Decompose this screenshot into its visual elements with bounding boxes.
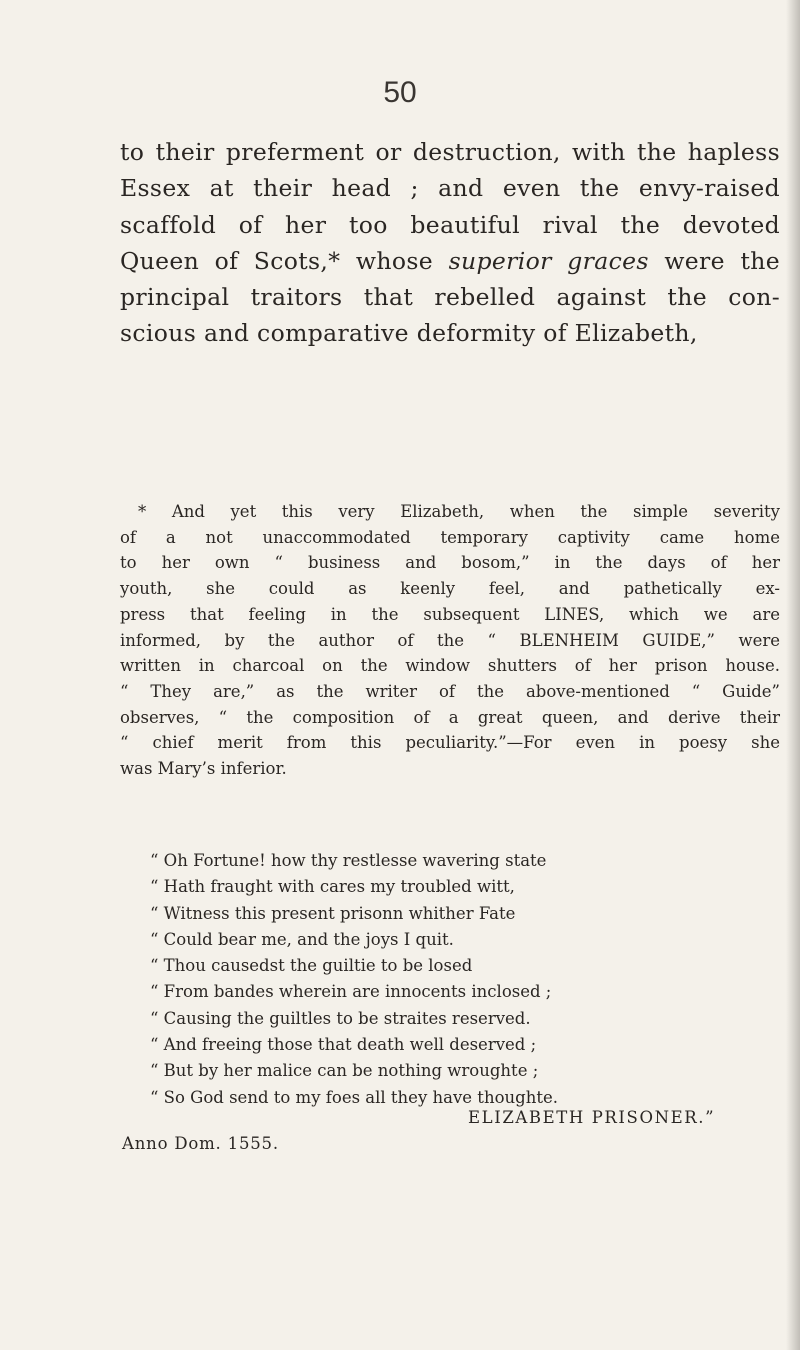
footnote-line: “ They are,” as the writer of the above-mentioned “ Guide” (120, 681, 780, 701)
body-line-segment: Queen of Scots,* whose (120, 246, 449, 275)
page-number: 50 (383, 76, 417, 109)
footnote-line: youth, she could as keenly feel, and pathetically ex- (120, 579, 780, 599)
body-line: Essex at their head ; and even the envy-raised (120, 174, 780, 203)
footnote-line: observes, “ the composition of a great queen, and derive their (120, 707, 780, 727)
footnote-line: informed, by the author of the “ BLENHEIM GUIDE,” were (120, 630, 780, 650)
footnote-line: press that feeling in the subsequent LINES, which we are (120, 604, 780, 624)
footnote-line: of a not unaccommodated temporary captivity came home (120, 527, 780, 547)
poem-line: “ Oh Fortune! how thy restlesse wavering state (150, 851, 547, 870)
poem-line: “ But by her malice can be nothing wroughte ; (150, 1061, 539, 1081)
poem-line: “ Thou causedst the guiltie to be losed (150, 956, 473, 976)
body-line (120, 243, 780, 279)
poem-line: “ Hath fraught with cares my troubled witt, (150, 877, 515, 897)
italic-phrase: superior graces (448, 246, 649, 275)
page-edge-shadow (786, 0, 800, 1350)
poem-line: “ So God send to my foes all they have thoughte. (150, 1087, 558, 1107)
poem-line: “ Could bear me, and the joys I quit. (150, 929, 454, 949)
body-line-segment: were the (648, 246, 780, 275)
body-line: to their preferment or destruction, with the hapless (120, 138, 780, 166)
footnote (120, 499, 780, 782)
body-line: scious and comparative deformity of Elizabeth, (120, 319, 698, 348)
poem-signature: ELIZABETH PRISONER.” (468, 1108, 716, 1127)
body-line: scaffold of her too beautiful rival the devoted (120, 210, 780, 239)
footnote-line: * And yet this very Elizabeth, when the simple severity (138, 502, 780, 521)
poem-line: “ And freeing those that death well deserved ; (150, 1035, 537, 1055)
footnote-line: to her own “ business and bosom,” in the days of her (120, 553, 780, 573)
poem-date: Anno Dom. 1555. (122, 1134, 279, 1153)
poem-line: “ Witness this present prisonn whither Fate (150, 903, 516, 923)
poem-line: “ Causing the guiltles to be straites reserved. (150, 1008, 531, 1028)
footnote-line: was Mary’s inferior. (120, 759, 287, 779)
footnote-line: written in charcoal on the window shutters of her prison house. (120, 656, 780, 676)
body-line: principal traitors that rebelled against the con- (120, 283, 780, 312)
body-paragraph (120, 134, 780, 352)
footnote-line: “ chief merit from this peculiarity.”—For even in poesy she (120, 733, 780, 753)
poem-line: “ From bandes wherein are innocents inclosed ; (150, 982, 552, 1002)
poem (140, 848, 780, 1111)
